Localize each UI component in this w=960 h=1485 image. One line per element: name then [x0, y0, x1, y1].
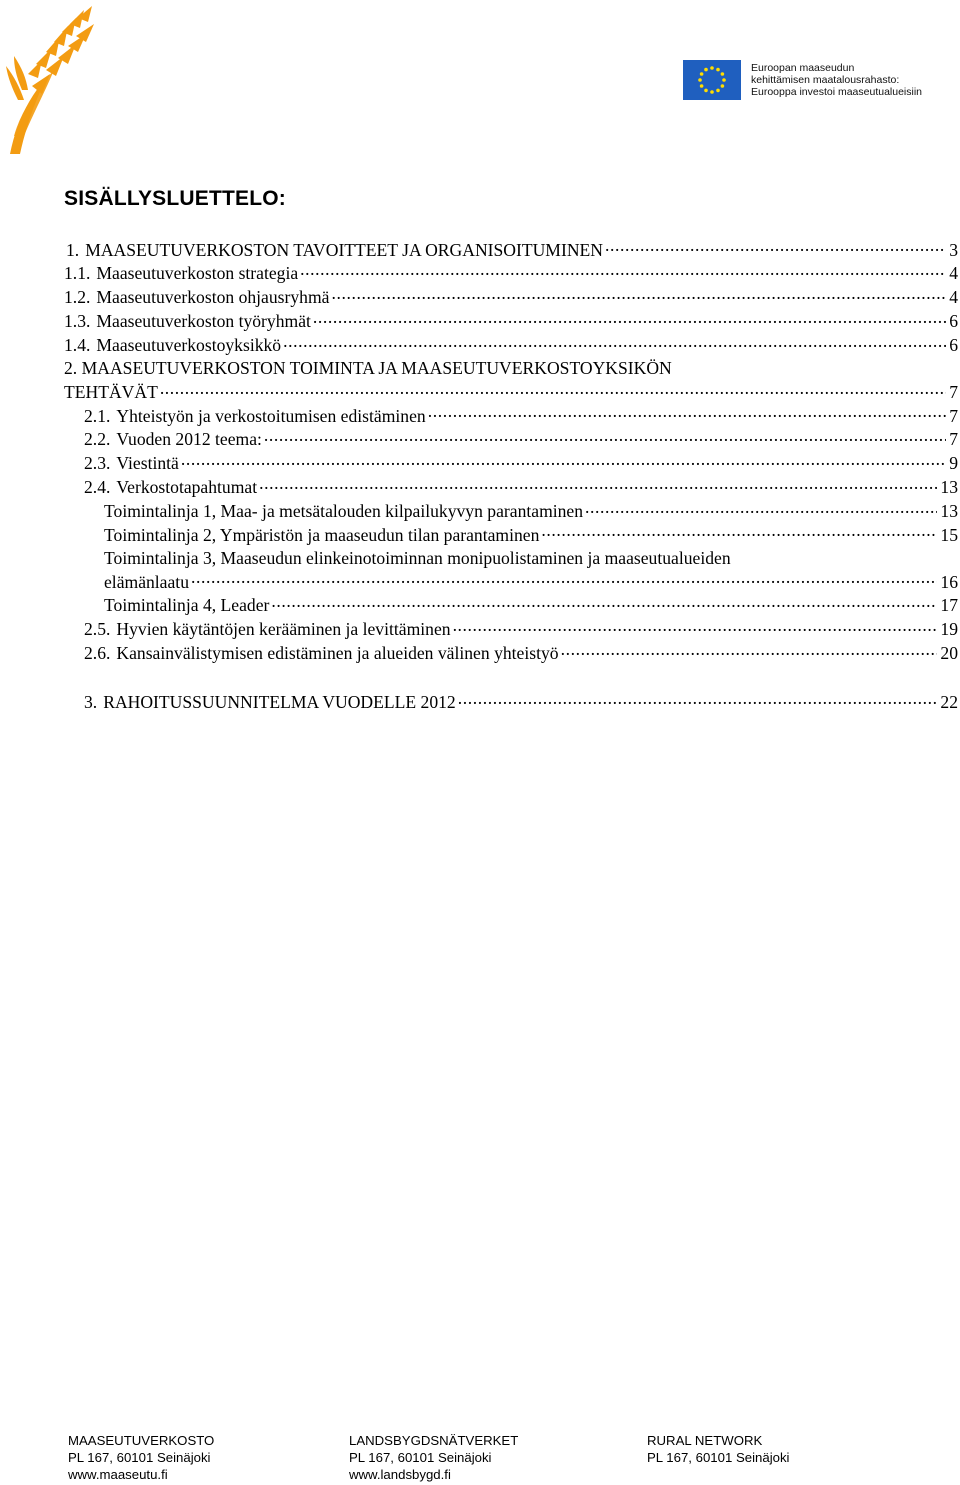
table-of-contents: [64, 238, 958, 714]
section-gap: [64, 665, 958, 690]
toc-entry[interactable]: [64, 238, 958, 262]
dot-leader: [313, 309, 946, 327]
toc-entry[interactable]: [64, 286, 958, 310]
dot-leader: [331, 286, 946, 304]
toc-entry[interactable]: [64, 475, 958, 499]
dot-leader: [458, 690, 938, 708]
toc-entry[interactable]: [64, 499, 958, 523]
toc-entry-title: MAASEUTUVERKOSTON TAVOITTEET JA ORGANISOITUMINEN: [85, 239, 603, 260]
eu-funding-banner: [683, 60, 943, 104]
footer-column-rural-network: [647, 1432, 790, 1466]
toc-entry-number: 2.: [64, 357, 78, 378]
toc-entry-title: MAASEUTUVERKOSTON TOIMINTA JA MAASEUTUVERKOSTOYKSIKÖN: [81, 357, 672, 378]
eu-text-line: kehittämisen maatalousrahasto:: [751, 74, 900, 86]
toc-entry-number: 1.: [66, 239, 80, 260]
toc-entry[interactable]: [64, 570, 958, 594]
footer-website-link[interactable]: www.landsbygd.fi: [349, 1467, 451, 1482]
footer-website-link[interactable]: www.maaseutu.fi: [68, 1467, 168, 1482]
eu-text-line: Eurooppa investoi maaseutualueisiin: [751, 86, 923, 98]
dot-leader: [585, 499, 937, 517]
toc-entry-page: 15: [940, 524, 958, 545]
footer-address: PL 167, 60101 Seinäjoki: [68, 1450, 211, 1465]
footer-org-name: RURAL NETWORK: [647, 1433, 763, 1448]
toc-entry-title: Kansainvälistymisen edistäminen ja alueiden välinen yhteistyö: [116, 642, 559, 663]
toc-entry-page: 6: [949, 310, 958, 331]
maaseutuverkosto-logo: [6, 4, 98, 156]
toc-entry-title: Toimintalinja 1, Maa- ja metsätalouden kilpailukyvyn parantaminen: [104, 500, 584, 521]
dot-leader: [300, 262, 946, 280]
toc-entry[interactable]: [64, 333, 958, 357]
eu-flag-icon: [683, 60, 741, 100]
toc-entry-number: 2.6.: [84, 642, 111, 663]
toc-entry-page: 6: [949, 334, 958, 355]
toc-entry-page: 22: [940, 691, 958, 712]
toc-entry-number: 2.5.: [84, 619, 111, 640]
toc-entry-title: Maaseutuverkoston strategia: [96, 263, 299, 284]
toc-entry-page: 13: [940, 500, 958, 521]
dot-leader: [453, 618, 938, 636]
toc-entry-title: Toimintalinja 2, Ympäristön ja maaseudun tilan parantaminen: [104, 524, 540, 545]
toc-entry-title: Yhteistyön ja verkostoitumisen edistäminen: [116, 405, 426, 426]
toc-entry-page: 7: [949, 429, 958, 450]
dot-leader: [561, 641, 938, 659]
dot-leader: [541, 523, 937, 541]
dot-leader: [428, 404, 947, 422]
dot-leader: [283, 333, 946, 351]
toc-entry-page: 7: [949, 381, 958, 402]
toc-entry[interactable]: [64, 380, 958, 404]
toc-entry-number: 2.3.: [84, 453, 111, 474]
footer-address: PL 167, 60101 Seinäjoki: [647, 1450, 790, 1465]
toc-entry-page: 4: [949, 263, 958, 284]
footer-org-name: MAASEUTUVERKOSTO: [68, 1433, 215, 1448]
footer-column-maaseutuverkosto: [68, 1432, 214, 1483]
dot-leader: [259, 475, 937, 493]
toc-entry-number: 1.3.: [64, 310, 91, 331]
toc-entry-number: 2.4.: [84, 476, 111, 497]
toc-entry-page: 9: [949, 453, 958, 474]
toc-entry[interactable]: [64, 618, 958, 642]
toc-entry-page: 19: [940, 619, 958, 640]
footer-column-landsbygdsnatverket: [349, 1432, 518, 1483]
toc-entry-page: 17: [940, 595, 958, 616]
toc-entry-title: Toimintalinja 4, Leader: [104, 595, 270, 616]
toc-entry[interactable]: [64, 404, 958, 428]
toc-entry-page: 13: [940, 476, 958, 497]
toc-entry-number: 2.2.: [84, 429, 111, 450]
eu-text-line: Euroopan maaseudun: [751, 62, 855, 74]
toc-entry-title: RAHOITUSSUUNNITELMA VUODELLE 2012: [103, 691, 456, 712]
toc-entry-first-line[interactable]: [64, 357, 958, 380]
toc-entry-title-continued: elämänlaatu: [104, 571, 189, 592]
toc-entry-title: Toimintalinja 3, Maaseudun elinkeinotoiminnan monipuolistaminen ja maaseutualueiden: [104, 547, 731, 568]
toc-entry[interactable]: [64, 641, 958, 665]
toc-entry-page: 20: [940, 642, 958, 663]
toc-entry-title: Maaseutuverkoston ohjausryhmä: [96, 287, 330, 308]
toc-entry-title: Maaseutuverkoston työryhmät: [96, 310, 311, 331]
toc-entry-title: Vuoden 2012 teema:: [116, 429, 262, 450]
eu-funding-text: [751, 62, 922, 98]
toc-entry[interactable]: [64, 428, 958, 452]
toc-entry-number: 1.1.: [64, 263, 91, 284]
toc-entry-page: 16: [940, 571, 958, 592]
footer-org-name: LANDSBYGDSNÄTVERKET: [349, 1433, 519, 1448]
toc-entry-first-line[interactable]: [64, 547, 958, 570]
toc-entry[interactable]: [64, 262, 958, 286]
toc-entry-title: Verkostotapahtumat: [116, 476, 258, 497]
toc-entry-title: Maaseutuverkostoyksikkö: [96, 334, 282, 355]
toc-entry-title-continued: TEHTÄVÄT: [64, 381, 158, 402]
dot-leader: [264, 428, 946, 446]
toc-heading: SISÄLLYSLUETTELO:: [64, 187, 286, 210]
toc-entry[interactable]: [64, 690, 958, 714]
toc-entry-page: 4: [949, 287, 958, 308]
dot-leader: [160, 380, 946, 398]
toc-entry-number: 3.: [84, 691, 98, 712]
dot-leader: [271, 594, 937, 612]
footer-address: PL 167, 60101 Seinäjoki: [349, 1450, 492, 1465]
dot-leader: [181, 452, 946, 470]
toc-entry-number: 1.4.: [64, 334, 91, 355]
toc-entry-number: 1.2.: [64, 287, 91, 308]
toc-entry-title: Hyvien käytäntöjen kerääminen ja levittäminen: [116, 619, 451, 640]
toc-entry-page: 7: [949, 405, 958, 426]
dot-leader: [605, 238, 946, 256]
dot-leader: [191, 570, 937, 588]
toc-entry-number: 2.1.: [84, 405, 111, 426]
toc-entry[interactable]: [64, 523, 958, 547]
toc-entry[interactable]: [64, 309, 958, 333]
toc-entry-page: 3: [949, 239, 958, 260]
toc-entry-title: Viestintä: [116, 453, 179, 474]
toc-entry[interactable]: [64, 594, 958, 618]
toc-entry[interactable]: [64, 452, 958, 476]
